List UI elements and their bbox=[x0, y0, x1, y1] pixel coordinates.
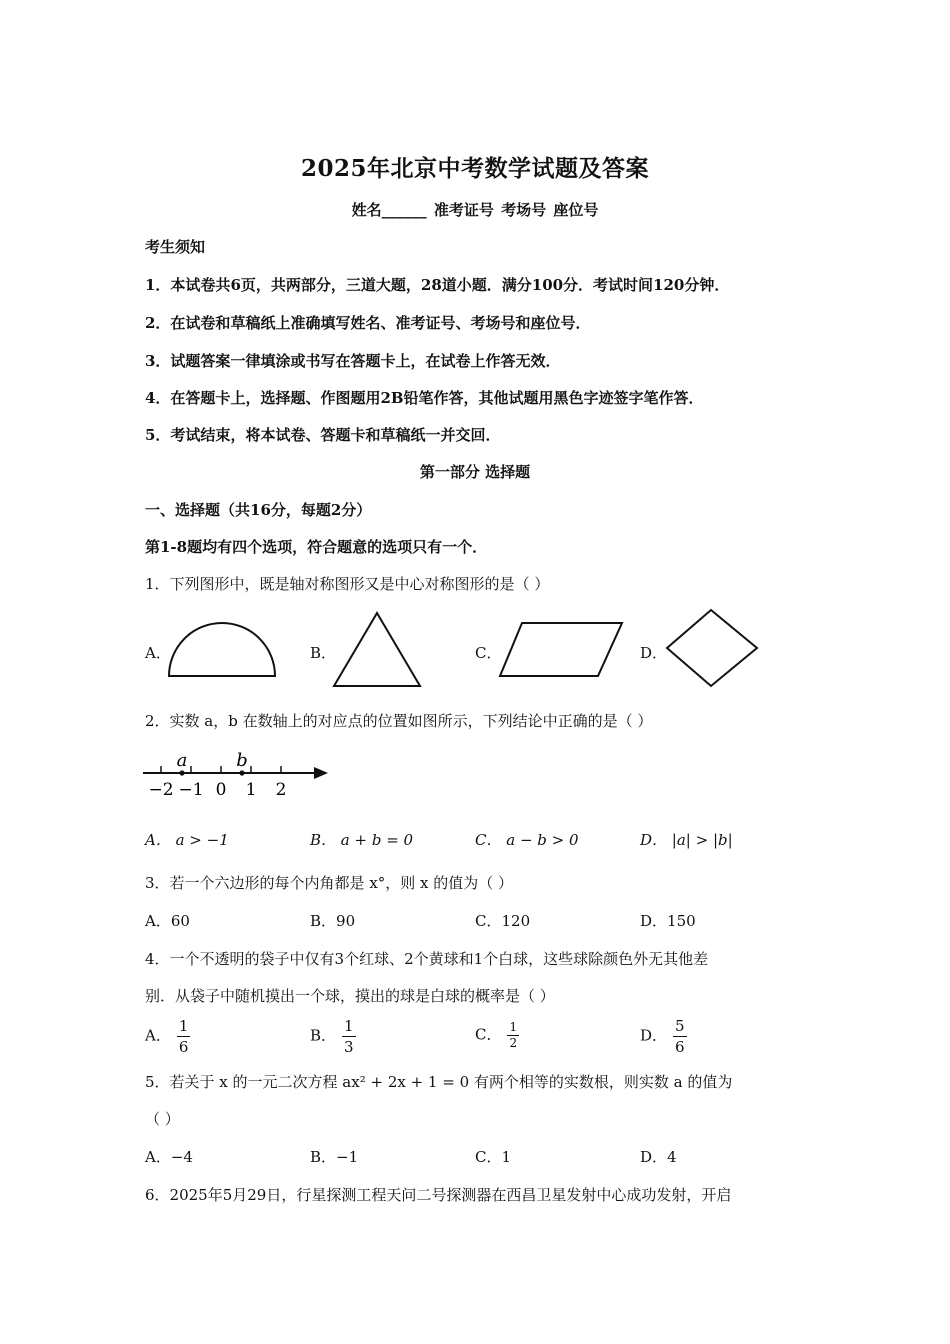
axis-tick-label: 2 bbox=[275, 780, 287, 800]
triangle-figure bbox=[332, 610, 427, 690]
page-title: 2025年北京中考数学试题及答案 bbox=[300, 155, 649, 182]
rhombus-figure bbox=[665, 608, 760, 690]
point-b-label: b bbox=[236, 750, 248, 771]
q3-option-a: A．60 bbox=[145, 912, 190, 930]
q4-option-d-label: D． bbox=[640, 1026, 668, 1045]
q4-option-c-label: C． bbox=[475, 1025, 502, 1044]
denominator: 6 bbox=[675, 1038, 685, 1056]
notice-item: 4．在答题卡上，选择题、作图题用2B铅笔作答，其他试题用黑色字迹签字笔作答． bbox=[145, 389, 704, 407]
q2-option-c: C． a − b > 0 bbox=[475, 831, 579, 849]
denominator: 6 bbox=[178, 1038, 189, 1056]
q4-option-b bbox=[310, 1016, 356, 1057]
numerator: 1 bbox=[178, 1017, 189, 1035]
q4-option-c bbox=[475, 1020, 519, 1051]
parallelogram-figure bbox=[498, 620, 628, 680]
fraction bbox=[673, 1016, 687, 1057]
axis-tick-label: −1 bbox=[178, 780, 204, 800]
denominator: 2 bbox=[509, 1036, 518, 1050]
notice-heading: 考生须知 bbox=[145, 238, 206, 256]
q4-stem-line-2: 别．从袋子中随机摸出一个球，摸出的球是白球的概率是（ ） bbox=[145, 987, 555, 1005]
notice-item: 2．在试卷和草稿纸上准确填写姓名、准考证号、考场号和座位号． bbox=[145, 314, 591, 332]
notice-item: 5．考试结束，将本试卷、答题卡和草稿纸一并交回． bbox=[145, 426, 501, 444]
notice-item: 1．本试卷共6页，共两部分，三道大题，28道小题．满分100分．考试时间120分钟． bbox=[145, 276, 730, 294]
denominator: 3 bbox=[344, 1038, 354, 1056]
q5-option-c: C．1 bbox=[475, 1148, 512, 1166]
semicircle-figure bbox=[165, 620, 280, 680]
q3-stem: 3．若一个六边形的每个内角都是 x°，则 x 的值为（ ） bbox=[145, 874, 514, 892]
q1-option-b-label: B． bbox=[310, 644, 337, 662]
q1-stem: 1．下列图形中，既是轴对称图形又是中心对称图形的是（ ） bbox=[145, 575, 550, 593]
numerator: 1 bbox=[344, 1017, 354, 1035]
point-a-label: a bbox=[176, 750, 188, 771]
q5-stem-line-1: 5．若关于 x 的一元二次方程 ax² + 2x + 1 = 0 有两个相等的实数根，则实数 a 的值为 bbox=[145, 1073, 733, 1091]
numerator: 1 bbox=[509, 1020, 518, 1034]
q5-option-b: B．−1 bbox=[310, 1148, 359, 1166]
axis-tick-label: 0 bbox=[215, 780, 227, 800]
axis-tick-label: 1 bbox=[245, 780, 257, 800]
section-title: 一、选择题（共16分，每题2分） bbox=[145, 501, 372, 519]
point-b-dot bbox=[239, 770, 244, 775]
candidate-info-line: 姓名______ 准考证号 考场号 座位号 bbox=[351, 201, 599, 219]
numerator: 5 bbox=[675, 1017, 685, 1035]
fraction bbox=[507, 1020, 519, 1051]
point-a-dot bbox=[179, 770, 184, 775]
q2-option-b: B． a + b = 0 bbox=[310, 831, 414, 849]
q6-stem: 6．2025年5月29日，行星探测工程天问二号探测器在西昌卫星发射中心成功发射，开启 bbox=[145, 1186, 732, 1204]
q3-option-d: D．150 bbox=[640, 912, 696, 930]
fraction bbox=[342, 1016, 356, 1057]
q1-option-d-label: D． bbox=[640, 644, 668, 662]
q4-option-b-label: B． bbox=[310, 1026, 337, 1045]
part-title: 第一部分 选择题 bbox=[419, 463, 531, 481]
number-line-figure bbox=[140, 750, 335, 800]
q4-stem-line-1: 4．一个不透明的袋子中仅有3个红球、2个黄球和1个白球，这些球除颜色外无其他差 bbox=[145, 950, 709, 968]
q2-option-d: D． |a| > |b| bbox=[640, 831, 733, 849]
fraction bbox=[177, 1016, 191, 1057]
axis-tick-label: −2 bbox=[148, 780, 174, 800]
q3-option-b: B．90 bbox=[310, 912, 356, 930]
q1-option-c-label: C． bbox=[475, 644, 502, 662]
q1-option-a-label: A． bbox=[145, 644, 171, 662]
q2-stem: 2．实数 a，b 在数轴上的对应点的位置如图所示，下列结论中正确的是（ ） bbox=[145, 712, 653, 730]
q5-option-d: D．4 bbox=[640, 1148, 677, 1166]
q3-option-c: C．120 bbox=[475, 912, 531, 930]
q4-option-a bbox=[145, 1016, 190, 1057]
notice-item: 3．试题答案一律填涂或书写在答题卡上，在试卷上作答无效． bbox=[145, 352, 561, 370]
q4-option-a-label: A． bbox=[145, 1026, 171, 1045]
q5-stem-line-2: （ ） bbox=[145, 1110, 180, 1128]
q5-option-a: A．−4 bbox=[145, 1148, 193, 1166]
q2-option-a: A． a > −1 bbox=[145, 831, 229, 849]
q4-option-d bbox=[640, 1016, 687, 1057]
section-note: 第1-8题均有四个选项，符合题意的选项只有一个． bbox=[145, 538, 488, 556]
